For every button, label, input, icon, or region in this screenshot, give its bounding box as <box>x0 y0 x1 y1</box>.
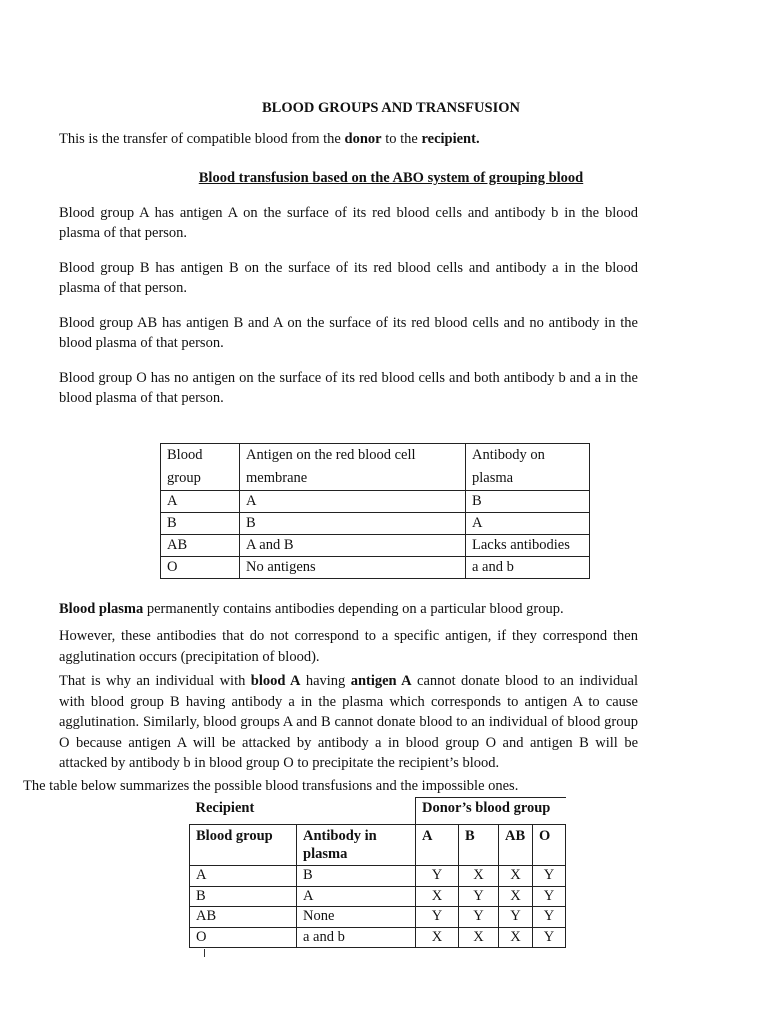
cell-antibody: A <box>466 513 590 535</box>
cell-antigen: A and B <box>240 535 466 557</box>
paragraph-group-o: Blood group O has no antigen on the surface of its red blood cells and both antibody b and a in the blood plasma of that person. <box>59 370 638 406</box>
cell-compat: Y <box>459 886 499 907</box>
intro-pre: This is the transfer of compatible blood from the <box>59 131 345 147</box>
paragraph-group-b: Blood group B has antigen B on the surface of its red blood cells and antibody a in the blood plasma of that person. <box>59 260 638 296</box>
table-row <box>161 557 590 579</box>
table-row <box>190 927 566 948</box>
cell-compat: X <box>416 927 459 948</box>
cell-group: B <box>161 513 240 535</box>
why-bold-1: blood A <box>250 673 301 689</box>
table-row <box>190 866 566 887</box>
table-row <box>190 907 566 928</box>
plasma-paragraph <box>59 601 564 618</box>
cell-antibody: a and b <box>466 557 590 579</box>
paragraph-group-a: Blood group A has antigen A on the surface of its red blood cells and antibody b in the blood plasma of that person. <box>59 205 638 241</box>
cell-compat: Y <box>459 907 499 928</box>
why-paragraph <box>59 671 638 774</box>
cell-compat: Y <box>416 866 459 887</box>
header-antibody-in-plasma: Antibody in plasma <box>297 825 416 866</box>
cell-antigen: B <box>240 513 466 535</box>
table-row <box>190 886 566 907</box>
cursor-mark <box>204 949 205 957</box>
cell-group: A <box>161 491 240 513</box>
plasma-rest: permanently contains antibodies depending on a particular blood group. <box>143 601 564 617</box>
intro-donor: donor <box>344 131 382 147</box>
header-donor-o: O <box>533 825 566 866</box>
cell-group: AB <box>161 535 240 557</box>
table-subheader-row <box>190 825 566 866</box>
intro-text <box>59 131 480 148</box>
cell-compat: Y <box>533 927 566 948</box>
intro-mid: to the <box>381 131 422 147</box>
page-title: BLOOD GROUPS AND TRANSFUSION <box>262 100 520 116</box>
cell-compat: Y <box>533 866 566 887</box>
table-row <box>161 513 590 535</box>
header-donor: Donor’s blood group <box>416 798 566 825</box>
why-text-3: cannot donate blood to an individual with blood group B having antibody a in the plasma which corresponds to antigen A to cause agglutination. Similarly, blood groups A and B cannot donate blood to an individual of blood group O because antigen A will be attacked by antibody a in blood group O and antigen B will be attacked by antibody b in blood group O to precipitate the recipient’s blood. <box>59 673 639 771</box>
paragraph-group-ab: Blood group AB has antigen B and A on the surface of its red blood cells and no antibody in the blood plasma of that person. <box>59 315 638 351</box>
header-antigen: Antigen on the red blood cell membrane <box>240 444 466 491</box>
why-bold-2: antigen A <box>350 673 412 689</box>
header-recipient: Recipient <box>190 798 416 825</box>
cell-group: B <box>190 886 297 907</box>
table-intro: The table below summarizes the possible blood transfusions and the impossible ones. <box>23 778 519 794</box>
header-donor-a: A <box>416 825 459 866</box>
cell-antibody: B <box>297 866 416 887</box>
however-paragraph: However, these antibodies that do not correspond to a specific antigen, if they correspond then agglutination occurs (precipitation of blood). <box>59 628 638 665</box>
plasma-bold: Blood plasma <box>59 601 144 617</box>
cell-compat: X <box>459 927 499 948</box>
cell-compat: X <box>499 927 533 948</box>
cell-antigen: A <box>240 491 466 513</box>
table-row <box>161 535 590 557</box>
header-blood-group: Blood group <box>161 444 240 491</box>
cell-group: AB <box>190 907 297 928</box>
table-row <box>161 491 590 513</box>
cell-antibody: None <box>297 907 416 928</box>
cell-compat: Y <box>533 907 566 928</box>
cell-group: A <box>190 866 297 887</box>
cell-compat: Y <box>416 907 459 928</box>
cell-compat: Y <box>499 907 533 928</box>
cell-compat: X <box>499 886 533 907</box>
header-blood-group: Blood group <box>190 825 297 866</box>
cell-group: O <box>161 557 240 579</box>
section-subtitle: Blood transfusion based on the ABO system of grouping blood <box>198 170 584 186</box>
cell-compat: Y <box>533 886 566 907</box>
cell-group: O <box>190 927 297 948</box>
table-header-row <box>161 444 590 491</box>
antigen-antibody-table <box>160 443 590 579</box>
cell-compat: X <box>459 866 499 887</box>
cell-antibody: a and b <box>297 927 416 948</box>
transfusion-table <box>189 797 566 948</box>
why-text-2: having <box>300 673 351 689</box>
cell-compat: X <box>416 886 459 907</box>
table-header-row <box>190 798 566 825</box>
cell-antigen: No antigens <box>240 557 466 579</box>
cell-compat: X <box>499 866 533 887</box>
cell-antibody: A <box>297 886 416 907</box>
header-donor-b: B <box>459 825 499 866</box>
intro-recipient: recipient. <box>421 131 480 147</box>
header-antibody: Antibody on plasma <box>466 444 590 491</box>
why-text-1: That is why an individual with <box>59 673 251 689</box>
cell-antibody: Lacks antibodies <box>466 535 590 557</box>
header-donor-ab: AB <box>499 825 533 866</box>
cell-antibody: B <box>466 491 590 513</box>
